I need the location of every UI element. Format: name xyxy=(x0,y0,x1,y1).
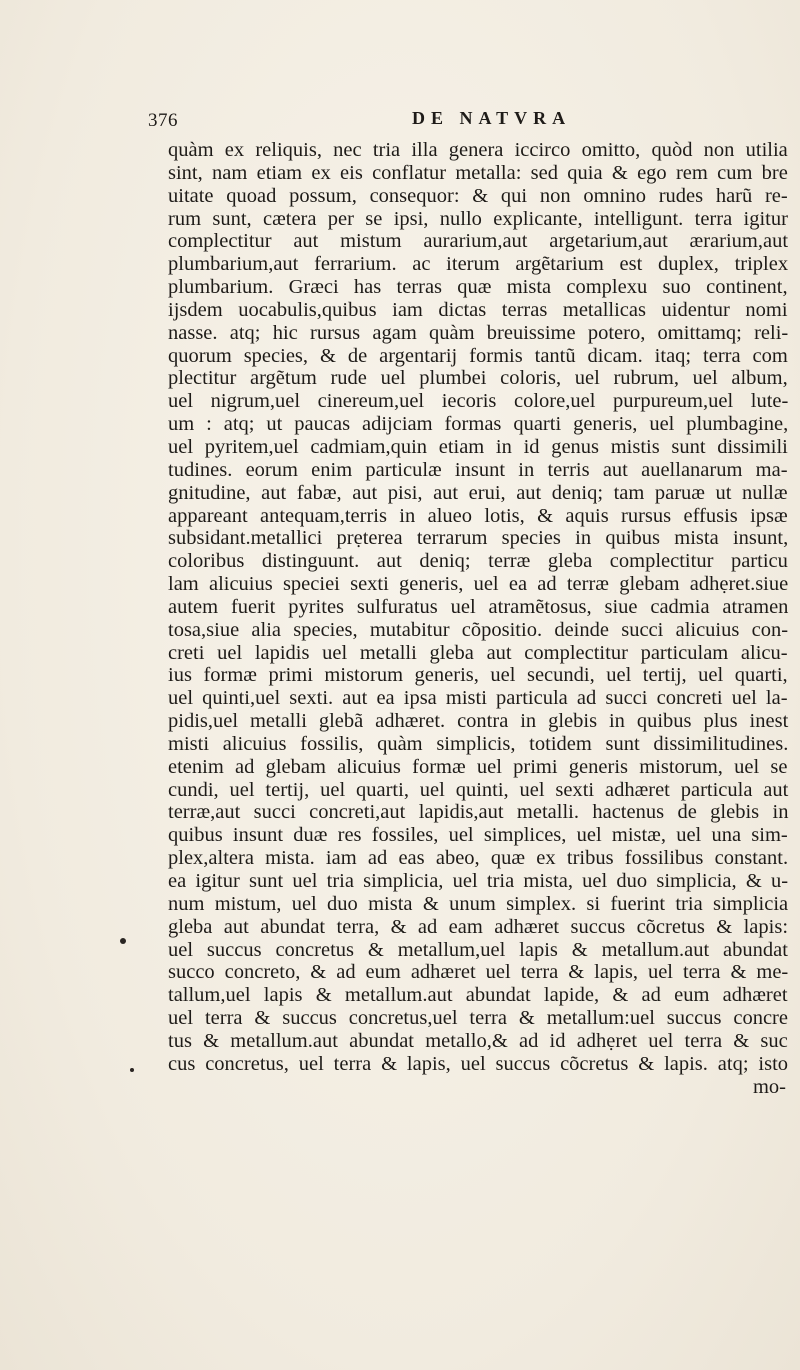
text-line: rum sunt, cætera per se ipsi, nullo explicante, intelligunt. terra igitur xyxy=(168,207,788,230)
text-line: ius formæ primi mistorum generis, uel secundi, uel tertij, uel quarti, xyxy=(168,664,788,687)
text-line: plectitur argẽtum rude uel plumbei coloris, uel rubrum, uel album, xyxy=(168,367,788,390)
margin-mark xyxy=(130,1068,134,1072)
text-line: subsidant.metallici prẹterea terrarum species in quibus mista insunt, xyxy=(168,527,789,550)
text-line: tosa,siue alia species, mutabitur cõpositio. deinde succi alicuius con- xyxy=(168,618,789,641)
text-line: plumbarium,aut ferrarium. ac iterum argẽtarium est duplex, triplex xyxy=(168,253,789,276)
text-line: misti alicuius fossilis, quàm simplicis, totidem sunt dissimilitudines. xyxy=(168,732,789,755)
text-line: complectitur aut mistum aurarium,aut argetarium,aut ærarium,aut xyxy=(168,230,789,253)
text-line: tus & metallum.aut abundat metallo,& ad id adhẹret uel terra & suc xyxy=(168,1029,788,1052)
text-line: uel nigrum,uel cinereum,uel iecoris colore,uel purpureum,uel lute- xyxy=(168,390,789,413)
text-line: uel quinti,uel sexti. aut ea ipsa misti particula ad succi concreti uel la- xyxy=(168,687,788,710)
text-line: uel succus concretus & metallum,uel lapis & metallum.aut abundat xyxy=(168,938,788,961)
catchword: mo- xyxy=(752,1075,786,1098)
text-line: succo concreto, & ad eum adhæret uel terra & lapis, uel terra & me- xyxy=(168,961,789,984)
text-line: quorum species, & de argentarij formis tantũ dicam. itaq; terra com xyxy=(168,344,788,367)
page-header xyxy=(0,108,800,138)
text-line: tudines. eorum enim particulæ insunt in terris aut auellanarum ma- xyxy=(168,458,788,481)
text-line: ea igitur sunt uel tria simplicia, uel tria mista, uel duo simplicia, & u- xyxy=(168,870,789,892)
text-line: cundi, uel tertij, uel quarti, uel quinti, uel sexti adhæret particula aut xyxy=(168,778,789,801)
text-line: gleba aut abundat terra, & ad eam adhæret succus cõcretus & lapis: xyxy=(168,915,789,938)
running-title: DE NATVRA xyxy=(412,108,572,128)
text-line: sint, nam etiam ex eis conflatur metalla: sed quia & ego rem cum bre xyxy=(168,161,788,184)
text-line: gnitudine, aut fabæ, aut pisi, aut erui, aut deniq; tam paruæ ut nullæ xyxy=(168,481,788,504)
text-line: nasse. atq; hic rursus agam quàm breuissime potero, omittamq; reli- xyxy=(168,321,789,344)
page-number: 376 xyxy=(148,110,178,131)
text-line: num mistum, uel duo mista & unum simplex. si fuerint tria simplicia xyxy=(168,892,789,915)
body-text xyxy=(168,139,792,1098)
text-line: autem fuerit pyrites sulfuratus uel atramẽtosus, siue cadmia atramen xyxy=(168,595,789,618)
text-line: etenim ad glebam alicuius formæ uel primi generis mistorum, uel se xyxy=(168,755,788,778)
text-line: quàm ex reliquis, nec tria illa genera iccirco omitto, quòd non utilia xyxy=(168,139,788,161)
text-line: appareant antequam,terris in alueo lotis, & aquis rursus effusis ipsæ xyxy=(168,504,788,527)
text-line: creti uel lapidis uel metalli gleba aut complectitur particulam alicu- xyxy=(168,641,788,664)
text-line: terræ,aut succi concreti,aut lapidis,aut metalli. hactenus de glebis in xyxy=(168,801,789,824)
text-line: um : atq; ut paucas adijciam formas quarti generis, uel plumbagine, xyxy=(168,413,789,436)
text-line: uel pyritem,uel cadmiam,quin etiam in id genus mistis sunt dissimili xyxy=(168,435,788,458)
text-line: plex,altera mista. iam ad eas abeo, quæ ex tribus fossilibus constant. xyxy=(168,847,789,870)
text-line: uitate quoad possum, consequor: & qui non omnino rudes harũ re- xyxy=(168,184,788,207)
text-line: plumbarium. Græci has terras quæ mista complexu suo continent, xyxy=(168,276,788,299)
text-line: quibus insunt duæ res fossiles, uel simplices, uel mistæ, uel una sim- xyxy=(168,824,788,847)
text-line: pidis,uel metalli glebã adhæret. contra in glebis in quibus plus inest xyxy=(168,710,789,733)
text-line: tallum,uel lapis & metallum.aut abundat lapide, & ad eum adhæret xyxy=(168,984,788,1007)
text-line: uel terra & succus concretus,uel terra & metallum:uel succus concre xyxy=(168,1007,788,1030)
text-line: coloribus distinguunt. aut deniq; terræ gleba complectitur particu xyxy=(168,550,788,573)
margin-mark xyxy=(120,938,126,944)
text-line: lam alicuius speciei sexti generis, uel ea ad terræ glebam adhẹret.siue xyxy=(168,573,789,596)
text-line: cus concretus, uel terra & lapis, uel succus cõcretus & lapis. atq; isto xyxy=(168,1052,789,1075)
text-line: ijsdem uocabulis,quibus iam dictas terras metallicas uidentur nomi xyxy=(168,298,788,321)
